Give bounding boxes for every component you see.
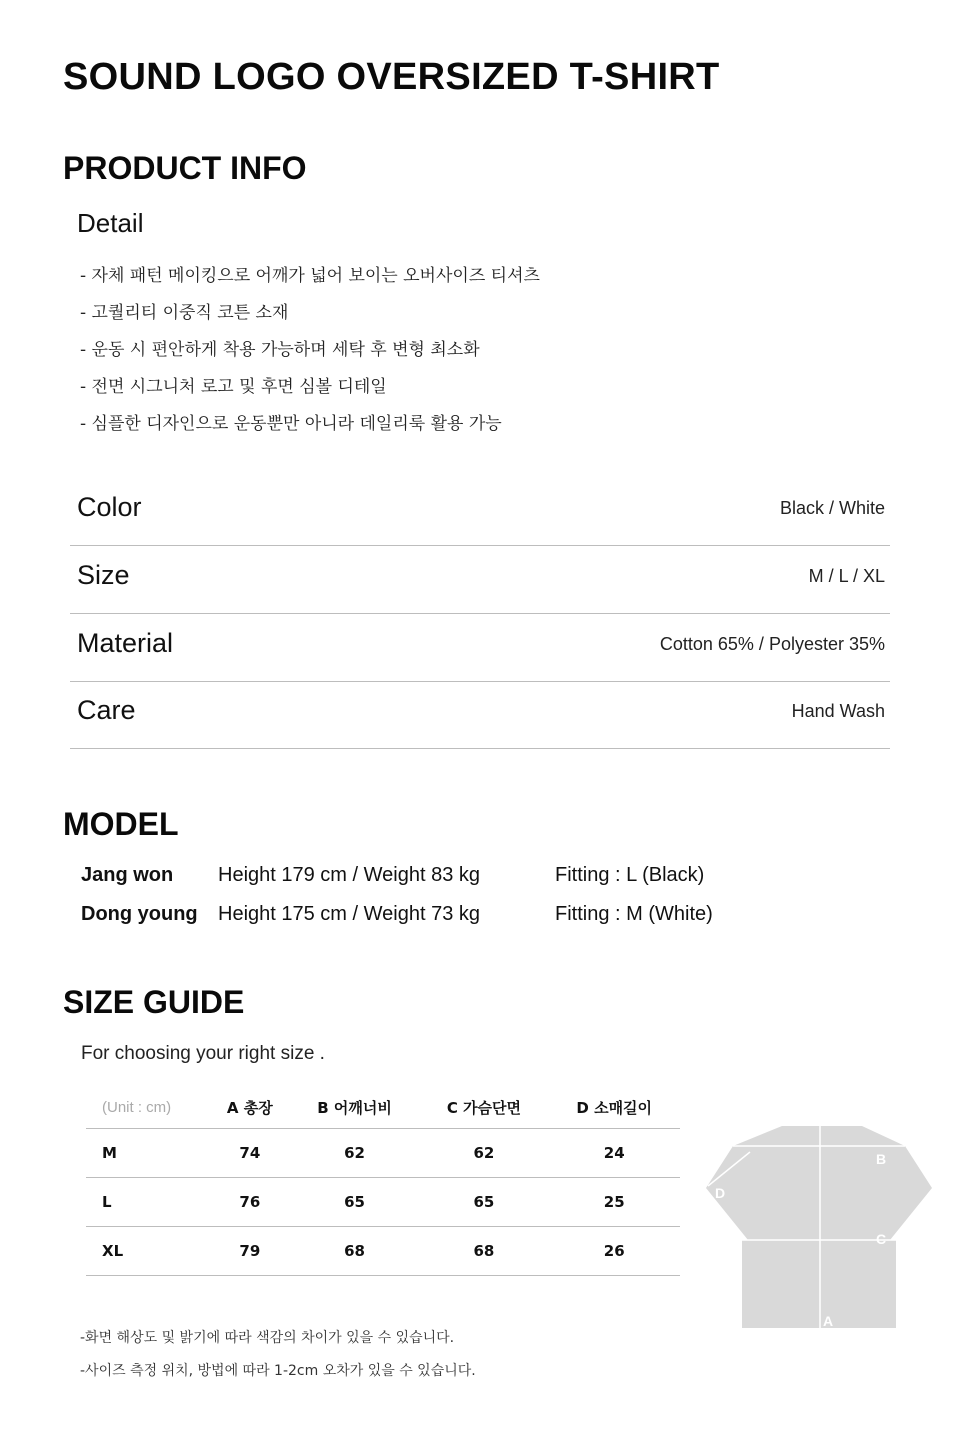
value-cell: 68 — [419, 1226, 548, 1275]
model-name: Dong young — [81, 903, 198, 925]
detail-item: - 자체 패턴 메이킹으로 어깨가 넓어 보이는 오버사이즈 티셔츠 — [80, 266, 540, 286]
model-measurements: Height 179 cm / Weight 83 kg — [218, 864, 480, 886]
value-cell: 79 — [210, 1226, 290, 1275]
detail-list — [80, 258, 540, 443]
model-fitting: Fitting : L (Black) — [555, 864, 705, 886]
product-info-heading: PRODUCT INFO — [63, 150, 307, 186]
spec-value: Black / White — [779, 498, 885, 518]
diagram-label-b: B — [876, 1151, 887, 1167]
spec-row-color — [70, 478, 890, 546]
value-cell: 25 — [548, 1177, 680, 1226]
spec-row-material — [70, 614, 890, 682]
model-heading: MODEL — [63, 806, 179, 842]
detail-heading: Detail — [77, 208, 144, 238]
column-header: A 총장 — [210, 1088, 290, 1128]
diagram-label-c: C — [876, 1231, 887, 1247]
value-cell: 65 — [290, 1177, 420, 1226]
tshirt-silhouette — [706, 1126, 932, 1328]
model-fitting: Fitting : M (White) — [555, 903, 713, 925]
table-row — [86, 1177, 680, 1226]
value-cell: 24 — [548, 1128, 680, 1177]
divider — [70, 748, 890, 749]
detail-item: - 심플한 디자인으로 운동뿐만 아니라 데일리룩 활용 가능 — [80, 414, 502, 434]
table-row — [86, 1128, 680, 1177]
spec-value: M / L / XL — [808, 566, 885, 586]
note-item: -화면 해상도 및 밝기에 따라 색감의 차이가 있을 수 있습니다. — [80, 1330, 455, 1346]
value-cell: 74 — [210, 1128, 290, 1177]
column-header: B 어깨너비 — [290, 1088, 420, 1128]
value-cell: 65 — [419, 1177, 548, 1226]
value-cell: 68 — [290, 1226, 420, 1275]
table-header-row — [86, 1088, 680, 1128]
detail-item: - 고퀄리티 이중직 코튼 소재 — [80, 303, 289, 323]
spec-row-size — [70, 546, 890, 614]
spec-label: Color — [77, 492, 142, 522]
value-cell: 76 — [210, 1177, 290, 1226]
value-cell: 62 — [290, 1128, 420, 1177]
column-header: D 소매길이 — [548, 1088, 680, 1128]
notes-list — [80, 1322, 476, 1388]
tshirt-measurement-diagram — [700, 1118, 940, 1338]
product-title: SOUND LOGO OVERSIZED T-SHIRT — [63, 56, 720, 98]
value-cell: 62 — [419, 1128, 548, 1177]
unit-label: (Unit : cm) — [86, 1088, 210, 1128]
table-row — [86, 1226, 680, 1275]
size-cell: M — [86, 1128, 210, 1177]
size-cell: L — [86, 1177, 210, 1226]
size-cell: XL — [86, 1226, 210, 1275]
column-header: C 가슴단면 — [419, 1088, 548, 1128]
diagram-label-a: A — [823, 1313, 834, 1329]
model-name: Jang won — [81, 864, 174, 886]
size-guide-heading: SIZE GUIDE — [63, 984, 245, 1020]
diagram-label-d: D — [715, 1185, 726, 1201]
spec-row-care — [70, 681, 890, 749]
size-guide-subtitle: For choosing your right size . — [81, 1043, 325, 1064]
note-item: -사이즈 측정 위치, 방법에 따라 1-2cm 오차가 있을 수 있습니다. — [80, 1363, 476, 1379]
spec-value: Hand Wash — [791, 701, 885, 721]
spec-label: Material — [77, 628, 174, 658]
model-measurements: Height 175 cm / Weight 73 kg — [218, 903, 480, 925]
spec-value: Cotton 65% / Polyester 35% — [659, 634, 885, 654]
spec-label: Size — [77, 560, 130, 590]
spec-label: Care — [77, 695, 136, 725]
value-cell: 26 — [548, 1226, 680, 1275]
detail-item: - 전면 시그니처 로고 및 후면 심볼 디테일 — [80, 377, 387, 397]
detail-item: - 운동 시 편안하게 착용 가능하며 세탁 후 변형 최소화 — [80, 340, 480, 360]
size-table — [86, 1088, 680, 1276]
